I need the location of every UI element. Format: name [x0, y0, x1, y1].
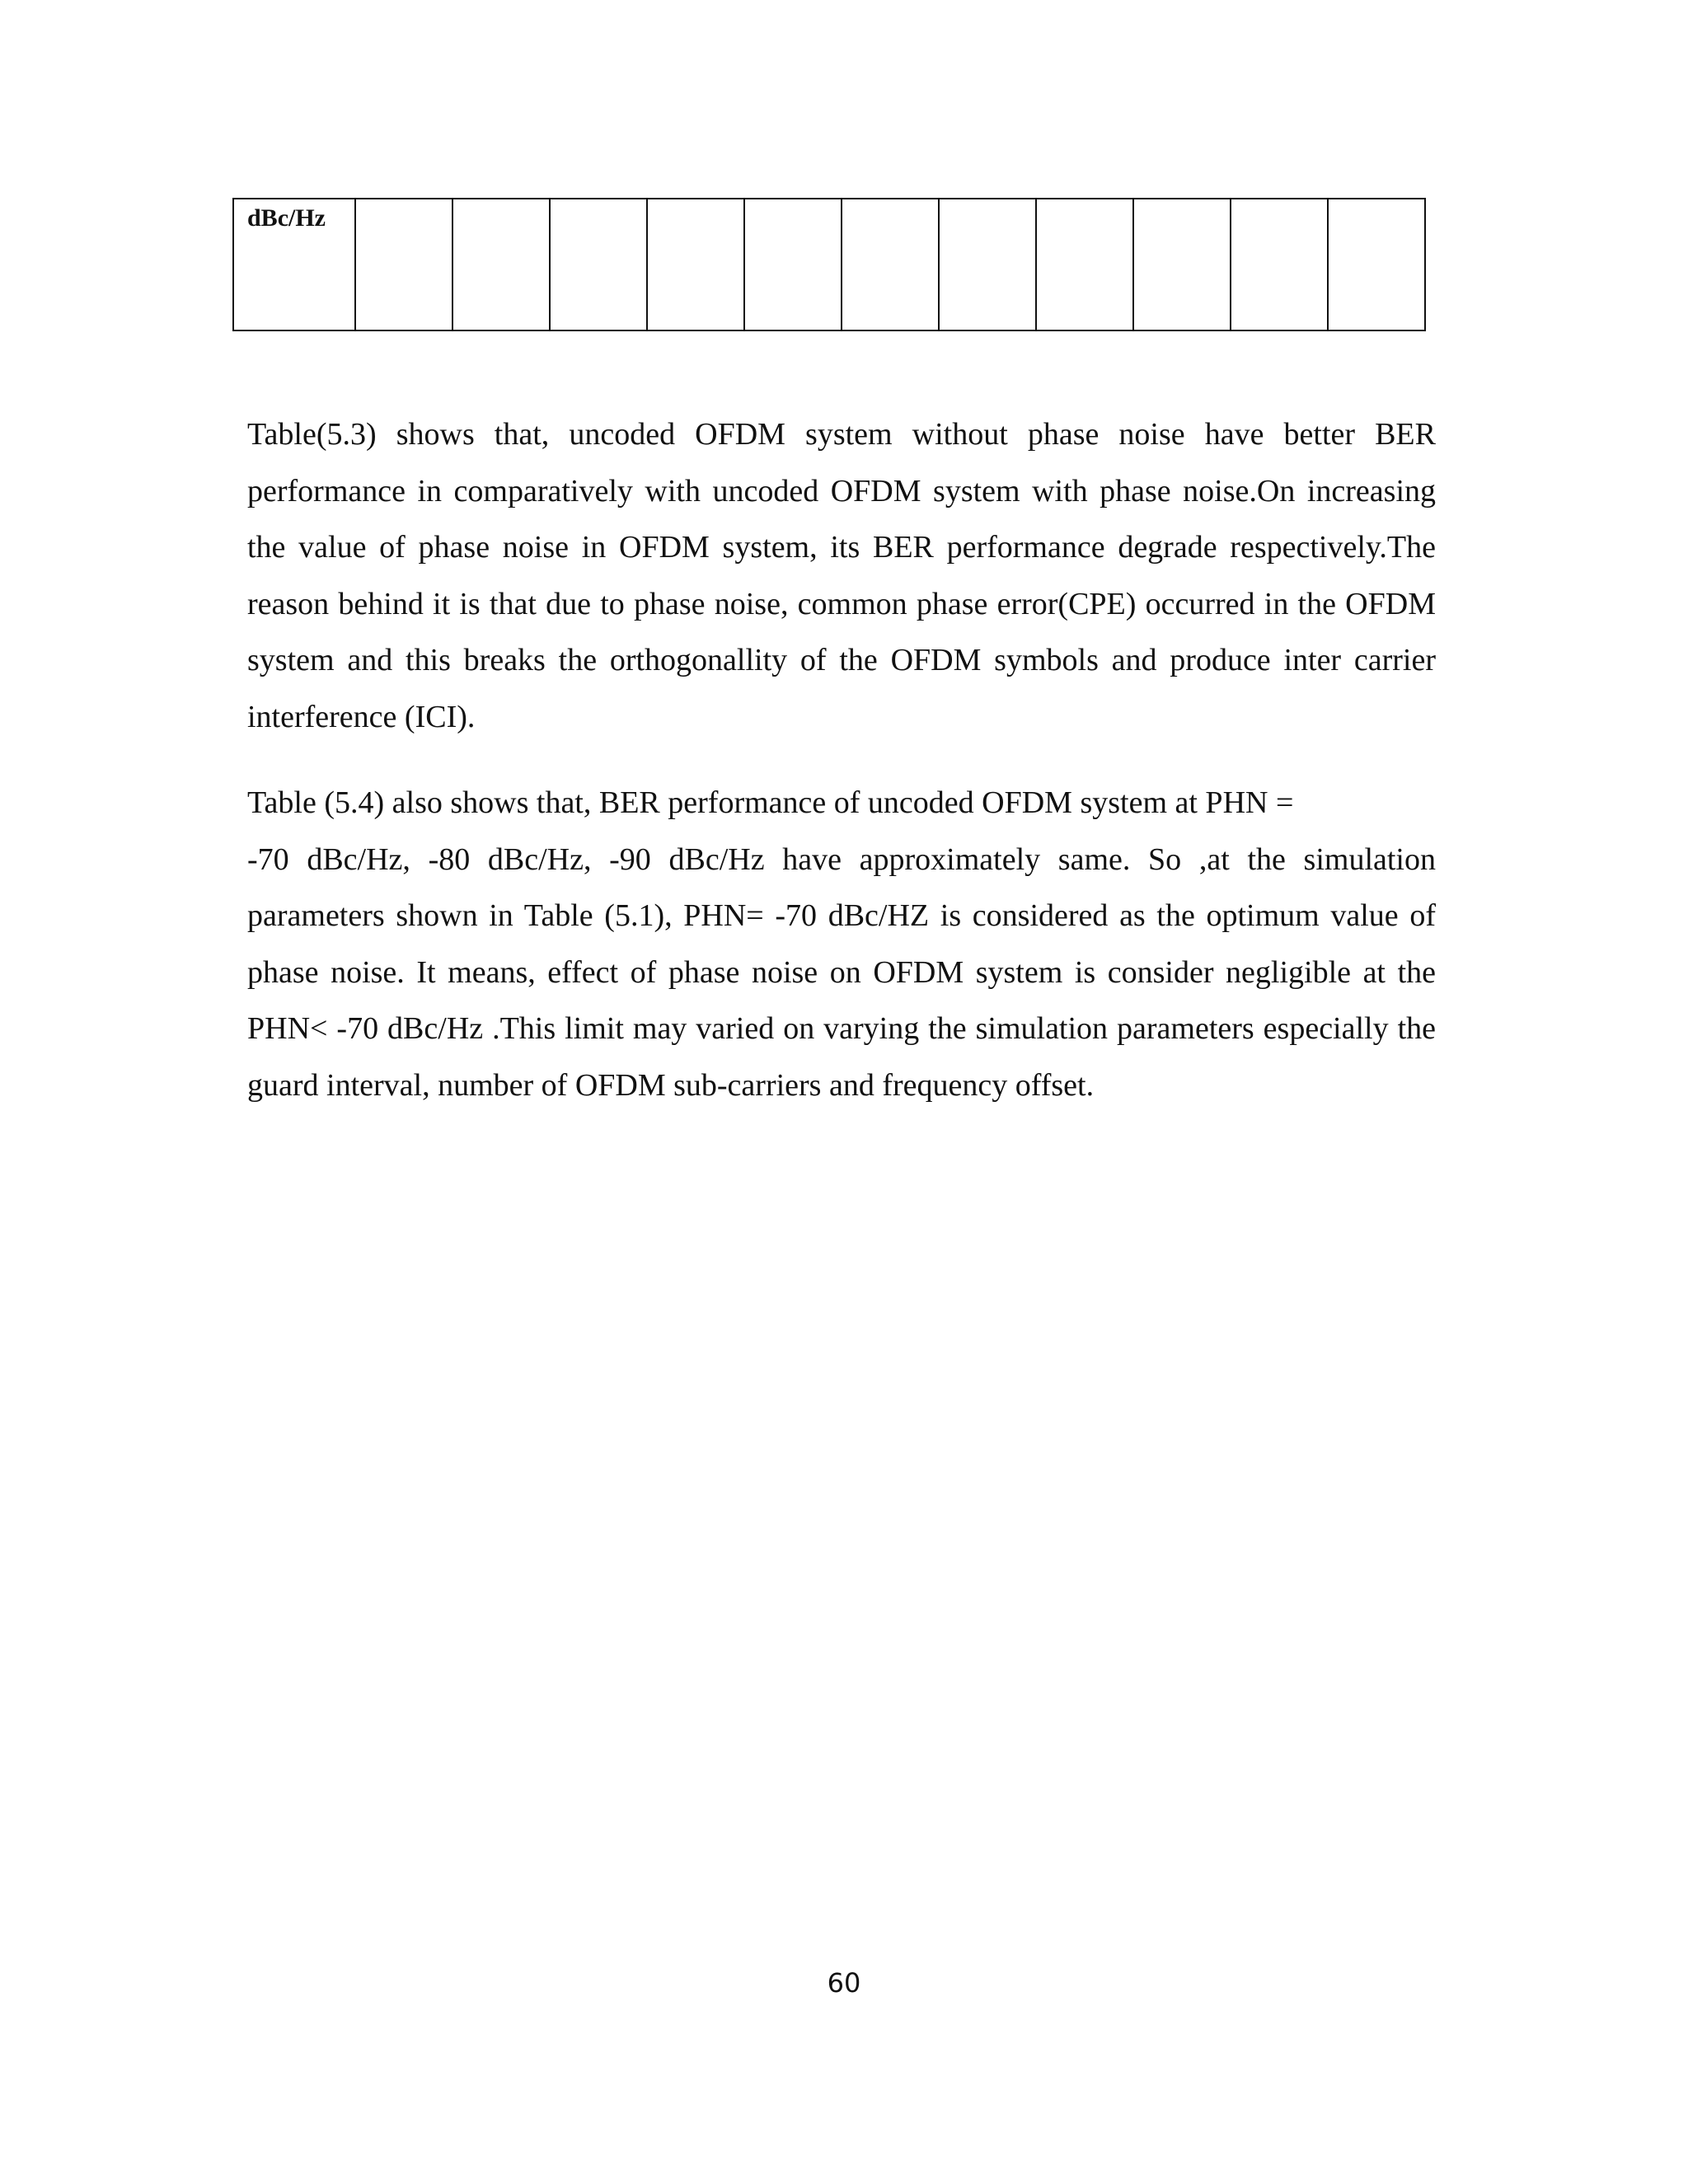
- paragraph-body: -70 dBc/Hz, -80 dBc/Hz, -90 dBc/Hz have approximately same. So ,at the simulation parameters shown in Table (5.1), PHN= -70 dBc/HZ is considered as the optimum value of phase noise. It means, effect of phase noise on OFDM system is consider negligible at the PHN< -70 dBc/Hz .This limit may varied on varying the simulation parameters especially the guard interval, number of OFDM sub-carriers and frequency offset.: [247, 841, 1436, 1103]
- table-cell: [550, 199, 647, 330]
- table-cell: [744, 199, 842, 330]
- table-row-label: dBc/Hz: [233, 199, 355, 330]
- paragraph-table-5-3-discussion: Table(5.3) shows that, uncoded OFDM system without phase noise have better BER performance in comparatively with uncoded OFDM system with phase noise.On increasing the value of phase noise in OFDM system, its BER performance degrade respectively.The reason behind it is that due to phase noise, common phase error(CPE) occurred in the OFDM system and this breaks the orthogonallity of the OFDM symbols and produce inter carrier interference (ICI).: [247, 417, 1436, 734]
- table-cell: [647, 199, 744, 330]
- paragraph-table-5-4-discussion: [247, 775, 1436, 1114]
- paragraph-lead-line: Table (5.4) also shows that, BER performance of uncoded OFDM system at PHN =: [247, 785, 1294, 820]
- table-cell: [452, 199, 550, 330]
- table-cell: [1036, 199, 1133, 330]
- table-cell: [1328, 199, 1425, 330]
- table-cell: [355, 199, 452, 330]
- table-cell: [1133, 199, 1231, 330]
- table-cell: [939, 199, 1036, 330]
- table-cell: [842, 199, 939, 330]
- table-fragment: [232, 198, 1426, 331]
- page-number: 60: [827, 1967, 861, 1999]
- table-cell: [1231, 199, 1328, 330]
- table-row: [233, 199, 1425, 330]
